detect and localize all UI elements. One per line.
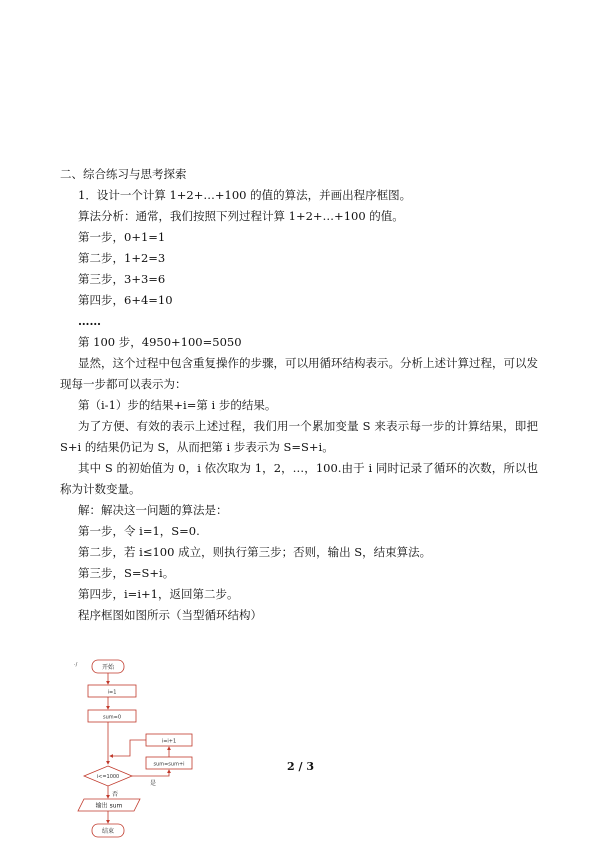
section-title: 二、综合练习与思考探索 [60,167,187,181]
page-number: 2 / 3 [287,760,314,773]
step-2: 第二步，1+2=3 [78,251,166,265]
condition-label: i<=1000 [96,774,120,780]
paragraph-counter: 其中 S 的初始值为 0，i 依次取为 1，2，…，100.由于 i 同时记录了循环的次数，所以也称为计数变量。 [60,461,538,496]
solution-step-4: 第四步，i=i+1，返回第二步。 [78,587,239,601]
solution-step-3: 第三步，S=S+i。 [78,566,175,580]
step-1: 第一步，0+1=1 [78,230,166,244]
start-label: 开始 [101,664,115,671]
analysis-intro: 算法分析：通常，我们按照下列过程计算 1+2+…+100 的值。 [78,209,404,223]
yes-label: 是 [150,780,157,787]
paragraph-accumulator: 为了方便、有效的表示上述过程，我们用一个累加变量 S 来表示每一步的计算结果，即把 S+i 的结果仍记为 S，从而把第 i 步表示为 S=S+i。 [60,419,538,454]
increment-label: i=i+1 [161,738,177,745]
step-3: 第三步，3+3=6 [78,272,166,286]
solution-step-1: 第一步，令 i=1，S=0. [78,524,200,538]
paragraph-loop: 显然，这个过程中包含重复操作的步骤，可以用循环结构表示。分析上述计算过程，可以发现每一步都可以表示为： [60,356,538,391]
no-label: 否 [112,791,119,798]
init-i-label: i=1 [107,689,117,696]
flowchart [70,654,230,841]
solution-intro: 解：解决这一问题的算法是： [78,503,228,517]
solution-step-2: 第二步，若 i≤100 成立，则执行第三步；否则，输出 S，结束算法。 [78,545,432,559]
corner-mark: ·/ [74,662,78,668]
output-label: 输出 sum [95,802,123,810]
step-4: 第四步，6+4=10 [78,293,173,307]
flowchart-caption: 程序框图如图所示（当型循环结构） [78,608,262,622]
question-1: 1．设计一个计算 1+2+…+100 的值的算法，并画出程序框图。 [78,188,412,202]
document-body [60,164,538,626]
formula: 第（i-1）步的结果+i=第 i 步的结果。 [78,398,277,412]
step-100: 第 100 步，4950+100=5050 [78,335,242,349]
flowchart-svg [70,654,230,841]
end-label: 结束 [101,828,115,835]
ellipsis: …… [78,314,101,328]
init-sum-label: sum=0 [102,714,122,721]
accumulate-label: sum=sum+i [153,761,185,768]
